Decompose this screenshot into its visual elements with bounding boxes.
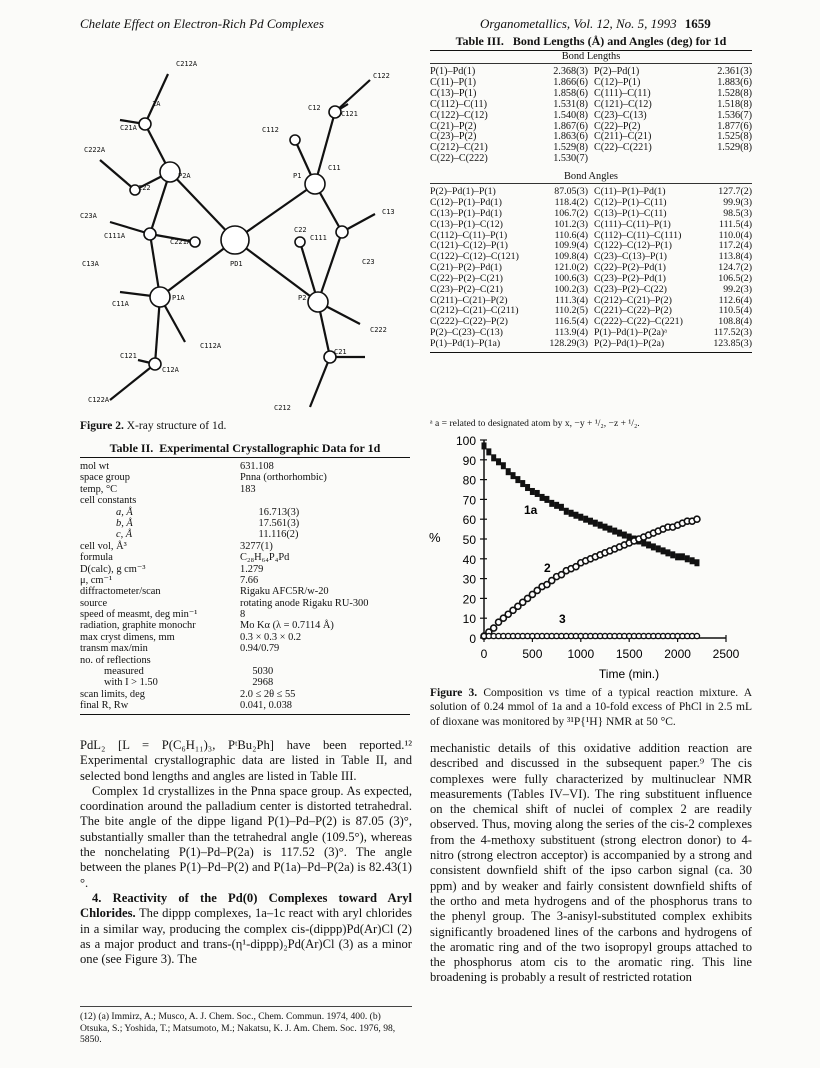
bond-angles-heading: Bond Angles [564, 171, 618, 183]
bond-label: C(112)–C(11) [430, 98, 487, 110]
figure-3-label: Figure 3. [430, 687, 478, 699]
bond-value: 117.52(3) [713, 327, 752, 339]
bond-label: C(222)–C(22)–C(221) [594, 316, 683, 328]
atom-label: C222A [84, 146, 106, 154]
bond-label: C(121)–C(12) [594, 98, 652, 110]
bond-label: C(21)–P(2)–Pd(1) [430, 262, 502, 274]
table-cell-value: 631.108 [240, 461, 274, 472]
bond-label: C(13)–P(1)–C(12) [430, 218, 503, 230]
paragraph: mechanistic details of this oxidative addition reaction are described and discussed in the subsequent paper.⁹ The cis complexes were fully characterized by multinuclear NMR measurements (Tables IV–VI). The ring substituent influence on the chemical shift of nuclei of complex 2 are readily observed. Thus, moving along the series of the cis-2 complexes from the 4-methoxy substituent (strong electron donor) to 4-nitro (strong electron acceptor) is accompanied by a strong and consistent downfield shift of the ipso carbon signal (ca. 30 ppm) and by weaker and fairly consistent downfield shifts of the ortho and meta hydrogens and of the phosphorus trans to the phenyl group. The 3-anisyl-substituted complex exhibits significantly broadened lines of the carbons and hydrogens of the aromatic ring and of the two isopropyl groups attached to the phosphorus atom cis to the aromatic ring. This line broadening is probably a result of restricted rotation [430, 741, 752, 985]
bond-label: C(212)–C(21) [430, 142, 488, 154]
table-cell-value: 11.116(2) [258, 529, 299, 541]
x-tick-label: 500 [522, 647, 543, 661]
bond-value: 2.361(3) [717, 66, 752, 77]
table-cell-value: 16.713(3) [258, 506, 300, 518]
bond-label: C(221)–C(22)–P(2) [594, 305, 672, 317]
bond-label: C(22)–P(2)–Pd(1) [594, 262, 666, 274]
y-tick-label: 60 [462, 513, 476, 528]
bond-value: 1.858(6) [553, 87, 588, 99]
atom-label: C121 [120, 352, 137, 360]
bond-value: 121.0(2) [554, 262, 588, 274]
x-tick-label: 1000 [567, 647, 595, 661]
table-3 [430, 50, 752, 353]
data-point-1a [603, 524, 608, 531]
table-row [80, 632, 410, 643]
table-cell-label: with I > 1.50 [104, 677, 158, 689]
table-row [80, 518, 410, 529]
data-point-1a [690, 557, 695, 564]
table-cell-label: speed of measmt, deg min⁻¹ [80, 609, 198, 621]
data-point-1a [554, 502, 559, 509]
series-label-2: 2 [544, 561, 551, 575]
bond-value: 1.536(7) [717, 109, 752, 121]
table-cell-label: transm max/min [80, 643, 148, 655]
data-point-1a [588, 518, 593, 525]
table-3-title-text: Bond Lengths (Å) and Angles (deg) for 1d [512, 34, 727, 48]
table-cell-value: 0.3 × 0.3 × 0.2 [240, 631, 302, 643]
table-row [80, 666, 410, 677]
bond-label: P(1)–Pd(1)–P(1a) [430, 337, 501, 349]
bond-label: C(23)–P(2) [430, 131, 477, 143]
bond-label: C(23)–C(13) [594, 109, 647, 121]
table-3-title [430, 34, 752, 49]
data-point-1a [486, 448, 491, 455]
data-point-1a [482, 442, 487, 449]
table-cell-value: rotating anode Rigaku RU-300 [240, 597, 369, 609]
table-row [80, 461, 410, 472]
data-point-1a [540, 494, 545, 501]
table-cell-value: 2.0 ≤ 2θ ≤ 55 [240, 688, 296, 700]
y-tick-label: 20 [462, 592, 476, 607]
bond-value: 117.2(4) [718, 240, 752, 252]
bond-value: 106.5(2) [718, 272, 752, 284]
bond-value: 1.540(8) [553, 109, 588, 121]
bond-label: P(1)–Pd(1)–P(2a)ᵃ [594, 327, 667, 339]
atom-label: P1A [172, 294, 185, 302]
atom-label: P2A [178, 172, 191, 180]
data-point-1a [564, 508, 569, 515]
bond-value: 2.368(3) [553, 66, 588, 77]
bond-value: 118.4(2) [554, 197, 588, 208]
table-row [80, 655, 410, 666]
table-cell-value [240, 655, 410, 666]
atom-label: C11 [328, 164, 341, 172]
table-cell-label: no. of reflections [80, 654, 151, 666]
data-point-1a [506, 468, 511, 475]
bond-value: 1.883(6) [717, 76, 752, 88]
atom-label: C23A [80, 212, 97, 220]
bond-value: 1.866(6) [553, 76, 588, 88]
figure-2-caption [80, 419, 226, 433]
bond-label: C(23)–C(13)–P(1) [594, 251, 667, 263]
bond-value: 1.518(8) [717, 98, 752, 110]
table-row [80, 552, 410, 563]
atom-label: C22 [294, 226, 307, 234]
data-point-1a [525, 484, 530, 491]
bond-value: 1.530(7) [553, 153, 588, 165]
bond-value: 99.2(3) [723, 283, 752, 295]
table-cell-value: 1.279 [240, 563, 264, 575]
atom-label: C111A [104, 232, 126, 240]
table-3-label: Table III. [455, 34, 504, 48]
bond-label: P(2)–Pd(1)–P(1) [430, 186, 496, 198]
table-cell-value: 7.66 [240, 574, 259, 586]
table-cell-label: temp, °C [80, 483, 118, 495]
bond-value: 110.0(4) [718, 229, 752, 241]
table-row [80, 484, 410, 495]
data-point-2 [694, 516, 700, 522]
bond-value: 116.5(4) [554, 316, 588, 328]
table-row [80, 575, 410, 586]
bond-label: C(23)–P(2)–Pd(1) [594, 272, 666, 284]
table-cell-value [240, 495, 410, 506]
bond-value: 127.7(2) [718, 186, 752, 198]
bond-label: C(12)–P(1)–C(11) [594, 197, 667, 208]
table-cell-value: Mo Kα (λ = 0.7114 Å) [240, 620, 334, 632]
atom-label: C112A [200, 342, 222, 350]
bond-label: C(112)–C(11)–C(111) [594, 229, 682, 241]
bond-label: C(121)–C(12)–P(1) [430, 240, 508, 252]
y-tick-label: 10 [462, 612, 476, 627]
body-text-left [80, 738, 412, 967]
bond-label: C(13)–P(1) [430, 87, 477, 99]
table-row [80, 541, 410, 552]
bond-value: 112.6(4) [718, 294, 752, 306]
data-point-1a [680, 553, 685, 560]
bond-value: 1.867(6) [553, 120, 588, 132]
table-row [80, 507, 410, 518]
figure-3-caption-text: Composition vs time of a typical reaction mixture. A solution of 0.24 mmol of 1a and a 10-fold excess of PhCl in 2.5 mL of dioxane was monitored by ³¹P{¹H} NMR at 50 °C. [430, 687, 753, 728]
table-cell-label: mol wt [80, 461, 110, 472]
table-3-footnote: ᵃ a = related to designated atom by x, −y + ¹/₂, −z + ¹/₂. [430, 418, 640, 429]
section-heading: 4. Reactivity of the Pd(0) Complexes toward Aryl Chlorides. [80, 890, 412, 921]
bond-value: 100.2(3) [554, 283, 588, 295]
bond-value: 110.6(4) [554, 229, 588, 241]
y-tick-label: 80 [462, 473, 476, 488]
table-cell-label: radiation, graphite monochr [80, 620, 196, 632]
bond-label: C(22)–P(2)–C(21) [430, 272, 503, 284]
data-point-1a [617, 530, 622, 537]
bond-label: C(122)–C(12)–C(121) [430, 251, 519, 263]
table-cell-label: a, Å [116, 506, 133, 518]
bond-value: 109.9(4) [554, 240, 588, 252]
table-row [80, 643, 410, 654]
series-label-1a: 1a [524, 503, 538, 517]
data-point-1a [661, 547, 666, 554]
table-cell-value: 3277(1) [240, 540, 273, 552]
bond-value: 113.8(4) [718, 251, 752, 263]
bond-value: 111.5(4) [719, 218, 752, 230]
table-cell-value: 5030 [252, 666, 274, 678]
data-point-1a [559, 504, 564, 511]
table-cell-label: cell constants [80, 495, 137, 507]
atom-label: C122A [88, 396, 110, 404]
data-point-1a [685, 555, 690, 562]
atom-label: C11A [112, 300, 129, 308]
bond-lengths-grid [430, 64, 752, 165]
body-text-right [430, 741, 752, 986]
table-cell-label: μ, cm⁻¹ [80, 574, 113, 586]
table-2 [80, 457, 410, 715]
y-tick-label: 90 [462, 453, 476, 468]
data-point-1a [665, 549, 670, 556]
bond-value: 101.2(3) [554, 218, 588, 230]
bond-value: 1.529(8) [553, 142, 588, 154]
bond-label: C(22)–C(221) [594, 142, 652, 154]
bond-label: P(1)–Pd(1) [430, 66, 476, 77]
table-cell-label: measured [104, 666, 144, 678]
bond-angles-grid [430, 187, 752, 352]
atom-label: P2 [298, 294, 307, 302]
bond-lengths-heading: Bond Lengths [430, 51, 752, 64]
bond-value: 110.5(4) [718, 305, 752, 317]
table-cell-label: space group [80, 472, 130, 484]
bond-label: C(222)–C(22)–P(2) [430, 316, 508, 328]
x-axis-label: Time (min.) [598, 667, 660, 681]
atom-label: C12 [308, 104, 321, 112]
bond-value: 99.9(3) [723, 197, 752, 208]
bond-value [684, 154, 752, 165]
bond-value: 1.877(6) [717, 120, 752, 132]
table-cell-value: 0.041, 0.038 [240, 700, 292, 712]
paragraph-text: The dippp complexes, 1a–1c react with aryl chlorides in a similar way, producing the complex cis-(dippp)Pd(Ar)Cl (2) as a major product and trans-(η¹-dippp)₂Pd(Ar)Cl (3) as a minor one (see Figure 3). The [80, 906, 412, 967]
table-row [80, 598, 410, 609]
bond-label: C(211)–C(21) [594, 131, 652, 143]
y-tick-label: 70 [462, 493, 476, 508]
data-point-1a [501, 462, 506, 469]
bond-value: 108.8(4) [718, 316, 752, 328]
table-2-label: Table II. [109, 441, 154, 455]
bond-value: 123.85(3) [713, 337, 752, 349]
data-point-2 [491, 625, 497, 631]
table-cell-value: 0.94/0.79 [240, 643, 280, 655]
data-point-1a [646, 541, 651, 548]
y-tick-label: 100 [455, 434, 476, 448]
atom-label: C111 [310, 234, 327, 242]
bond-value: 87.05(3) [554, 186, 588, 198]
bond-value: 1.863(6) [553, 131, 588, 143]
data-point-1a [496, 458, 501, 465]
table-cell-label: formula [80, 552, 113, 564]
bond-value: 1.531(8) [553, 98, 588, 110]
bond-label: C(22)–P(2) [594, 120, 641, 132]
x-tick-label: 1500 [615, 647, 643, 661]
paragraph: PdL₂ [L = P(C₆H₁₁)₃, PᵗBu₂Ph] have been reported.¹² Experimental crystallographic data are listed in Table II, and selected bond lengths and angles are listed in Table III. [80, 738, 412, 783]
bond-label: C(211)–C(21)–P(2) [430, 294, 508, 306]
bond-value: 124.7(2) [718, 262, 752, 274]
atom-label: C21 [334, 348, 347, 356]
series-label-3: 3 [559, 612, 566, 626]
data-point-1a [651, 543, 656, 550]
bond-value: 1.525(8) [717, 131, 752, 143]
atom-label: C21A [120, 124, 137, 132]
table-cell-value: 8 [240, 609, 246, 621]
table-cell-label: b, Å [116, 517, 133, 529]
bond-value: 98.5(3) [723, 207, 752, 219]
atom-label: C222 [370, 326, 387, 334]
chart-marks [481, 442, 700, 639]
data-point-1a [622, 532, 627, 539]
table-cell-value: Pnna (orthorhombic) [240, 472, 327, 484]
bond-label: C(23)–P(2)–C(22) [594, 283, 667, 295]
atom-label: C112 [262, 126, 279, 134]
atom-label: C12A [162, 366, 179, 374]
footnote: (12) (a) Immirz, A.; Musco, A. J. Chem. Soc., Chem. Commun. 1974, 400. (b) Otsuka, S.; Yoshida, T.; Matsumoto, M.; Nakatsu, K. J. Am. Chem. Soc. 1976, 98, 5850. [80, 1006, 412, 1046]
table-row [80, 700, 410, 711]
bond-label: C(22)–C(222) [430, 153, 488, 165]
figure-2-caption-text: X-ray structure of 1d. [126, 420, 227, 432]
data-point-1a [694, 559, 699, 566]
data-point-1a [656, 545, 661, 552]
atom-label: 1A [152, 100, 161, 108]
x-tick-label: 0 [480, 647, 488, 661]
atom-label: C122 [373, 72, 390, 80]
table-row [80, 472, 410, 483]
data-point-1a [511, 472, 516, 479]
table-cell-label: diffractometer/scan [80, 586, 161, 598]
data-point-3 [694, 633, 699, 638]
table-cell-value: C₂₈H₆₄P₄Pd [240, 552, 290, 564]
table-row [80, 586, 410, 597]
chart-axes [456, 434, 740, 661]
figure-2-xray-structure [80, 52, 410, 412]
bond-label: P(2)–C(23)–C(13) [430, 327, 503, 339]
table-cell-value: 17.561(3) [258, 517, 300, 529]
bond-value: 106.7(2) [554, 207, 588, 219]
bond-value: 100.6(3) [554, 272, 588, 284]
bond-label: C(122)–C(12) [430, 109, 488, 121]
figure-3-caption [430, 686, 752, 729]
table-row [80, 689, 410, 700]
bond-label: C(212)–C(21)–C(211) [430, 305, 519, 317]
table-cell-label: scan limits, deg [80, 688, 145, 700]
atom-label: C121 [341, 110, 358, 118]
bond-value: 110.2(5) [554, 305, 588, 317]
x-tick-label: 2500 [712, 647, 740, 661]
paragraph: Complex 1d crystallizes in the Pnna space group. As expected, coordination around the palladium center is distorted tetrahedral. The bite angle of the dippe ligand P(1)–Pd–P(2) is 87.05 (3)°, substantially smaller than the tetrahedral angle (109.5°), whereas the nonchelating P(1)–Pd–P(2a) is 117.52 (3)°. The angle between the planes P(1)–Pd–P(2) and P(1a)–Pd–P(2a) is 82.43(1)°. [80, 783, 412, 890]
data-point-1a [598, 522, 603, 529]
data-point-1a [549, 500, 554, 507]
bond-label: C(11)–P(1)–Pd(1) [594, 186, 666, 198]
atom-label: C212A [176, 60, 198, 68]
data-point-1a [515, 476, 520, 483]
atom-label: C23 [362, 258, 375, 266]
table-cell-label: D(calc), g cm⁻³ [80, 563, 146, 575]
x-tick-label: 2000 [664, 647, 691, 661]
table-cell-label: cell vol, Å³ [80, 540, 127, 552]
figure-3-chart [424, 430, 754, 710]
journal-citation: Organometallics, Vol. 12, No. 5, 1993 [480, 16, 677, 31]
bond-label: C(12)–P(1)–Pd(1) [430, 197, 502, 208]
bond-value: 1.529(8) [717, 142, 752, 154]
y-tick-label: 0 [469, 632, 476, 646]
table-cell-value: 183 [240, 483, 256, 495]
paragraph [80, 891, 412, 967]
data-point-1a [675, 553, 680, 560]
running-header-journal [480, 16, 711, 32]
bond-label: C(13)–P(1)–C(11) [594, 207, 667, 219]
bond-value: 128.29(3) [549, 337, 588, 349]
table-cell-label: source [80, 597, 108, 609]
bond-label: C(23)–P(2)–C(21) [430, 283, 503, 295]
table-cell-value: Rigaku AFC5R/w-20 [240, 586, 329, 598]
bond-label: C(12)–P(1) [594, 76, 641, 88]
data-point-1a [593, 520, 598, 527]
y-tick-label: 40 [462, 552, 476, 567]
bond-value: 109.8(4) [554, 251, 588, 263]
data-point-1a [569, 510, 574, 517]
atom-label: PD1 [230, 260, 243, 268]
table-row [80, 529, 410, 540]
data-point-1a [520, 480, 525, 487]
data-point-1a [612, 528, 617, 535]
data-point-1a [583, 516, 588, 523]
table-2-title [80, 441, 410, 456]
data-point-1a [535, 490, 540, 497]
data-point-1a [530, 488, 535, 495]
table-cell-label: c, Å [116, 529, 133, 541]
atom-label: C13 [382, 208, 395, 216]
data-point-1a [491, 454, 496, 461]
atom-label: C13A [82, 260, 99, 268]
data-point-1a [573, 512, 578, 519]
bond-label: C(11)–P(1) [430, 76, 477, 88]
bond-label: C(13)–P(1)–Pd(1) [430, 207, 502, 219]
bond-label: C(111)–C(11) [594, 87, 651, 99]
table-row [80, 620, 410, 631]
bond-label [588, 154, 684, 165]
running-header-title: Chelate Effect on Electron-Rich Pd Complexes [80, 16, 324, 31]
table-cell-label: final R, Rw [80, 700, 129, 712]
table-cell-label: max cryst dimens, mm [80, 631, 175, 643]
data-point-1a [544, 496, 549, 503]
y-tick-label: 50 [462, 533, 476, 547]
data-point-1a [607, 526, 612, 533]
bond-label: C(21)–P(2) [430, 120, 477, 132]
bond-label: C(212)–C(21)–P(2) [594, 294, 672, 306]
bond-label: C(122)–C(12)–P(1) [594, 240, 672, 252]
table-row [80, 609, 410, 620]
atom-label: C212 [274, 404, 291, 412]
atom-label: C221A [170, 238, 192, 246]
figure-2-label: Figure 2. [80, 420, 124, 432]
data-point-1a [578, 514, 583, 521]
bond-value: 1.528(8) [717, 87, 752, 99]
table-row [80, 564, 410, 575]
table-2-title-text: Experimental Crystallographic Data for 1d [159, 441, 381, 455]
table-row [80, 677, 410, 688]
y-tick-label: 30 [462, 572, 476, 587]
atom-label: P1 [293, 172, 302, 180]
bond-label: P(2)–Pd(1) [594, 66, 640, 77]
bond-label: C(111)–C(11)–P(1) [594, 218, 671, 230]
data-point-1a [670, 551, 675, 558]
bond-value: 113.9(4) [554, 327, 588, 339]
y-axis-label: % [429, 530, 441, 545]
bond-value: 111.3(4) [555, 294, 588, 306]
table-row [80, 495, 410, 506]
table-cell-value: 2968 [252, 677, 274, 689]
atom-label: C22 [138, 184, 151, 192]
page-number: 1659 [684, 16, 711, 31]
bond-label: C(112)–C(11)–P(1) [430, 229, 508, 241]
bond-label: P(2)–Pd(1)–P(2a) [594, 337, 665, 349]
